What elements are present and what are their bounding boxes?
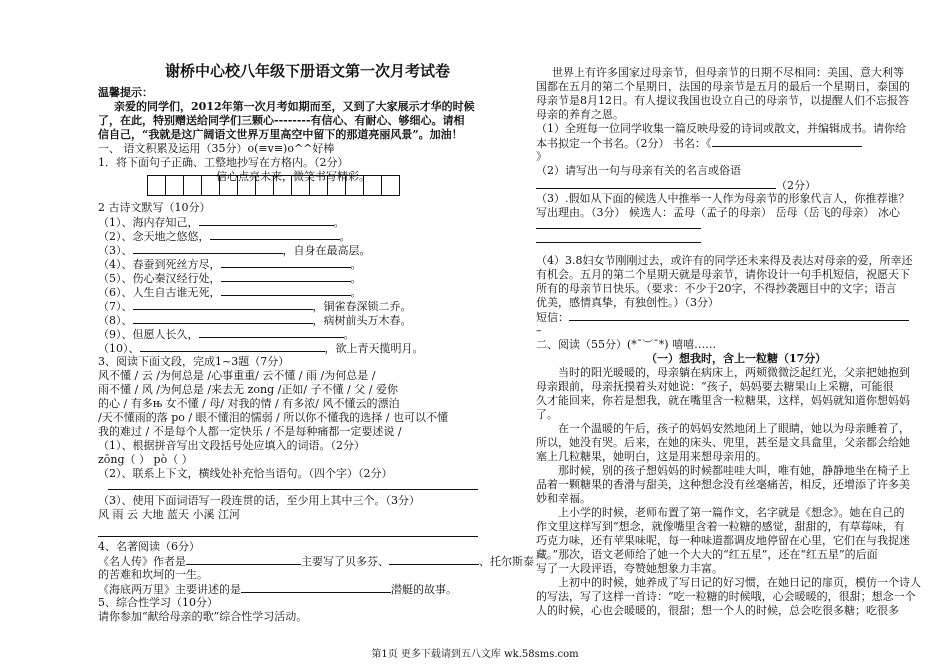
story-line: 塞上几粒糖果，她明白，这是用来想母亲用的。 xyxy=(536,450,767,463)
story-title: （一）想我时，含上一粒糖（17分） xyxy=(646,352,827,365)
poem-post: 。 xyxy=(350,272,362,285)
answer-blank[interactable] xyxy=(536,178,776,189)
score-line xyxy=(536,178,816,193)
passage-line: 风不懂 / 云 /为何总是 /心事重重/ 云不懂 / 雨 /为何总是 / xyxy=(98,369,376,382)
poem-post: ，病树前头万木春。 xyxy=(312,314,412,327)
bracket-close: 》 xyxy=(536,150,547,163)
poem-line xyxy=(98,271,362,286)
q4-post: 、托尔斯泰 xyxy=(479,555,534,568)
story-line: 上初中的时候，她养成了写日记的好习惯，在她日记的扉页，模仿一个诗人 xyxy=(558,576,921,589)
answer-blank[interactable] xyxy=(186,554,301,565)
answer-blank[interactable] xyxy=(221,257,351,268)
intro-line: 信自己，“我就是这广阔语文世界万里高空中留下的那道亮丽风景”。加油！ xyxy=(98,128,463,141)
question: 3、阅读下面文段，完成1~3题（7分） xyxy=(98,355,290,368)
grid-cell[interactable] xyxy=(147,175,166,196)
poem-post: ，欲上青天揽明月。 xyxy=(324,342,424,355)
story-line: 藏。”那次，语文老师给了她一个大大的“红五星”，还在“红五星”的后面 xyxy=(536,548,878,561)
poem-line xyxy=(98,243,371,258)
poem-line xyxy=(98,299,412,314)
story-line: 母亲跟前，母亲抚摸着头对她说：“孩子，妈妈要去糖果山上采糖，可能很 xyxy=(536,380,894,393)
story-line: 所以，她没有哭。后来，在她的床头、兜里，甚至是文具盒里，父亲都会给她 xyxy=(536,436,910,449)
grid-cell[interactable] xyxy=(201,175,220,196)
grid-cell[interactable] xyxy=(291,175,310,196)
grid-cell[interactable] xyxy=(327,175,346,196)
story-line: 了。 xyxy=(536,408,558,421)
story-line: 巧克力味，还有苹果味呢，每一种味道都调皮地停留在心里，它们在与我捉迷 xyxy=(536,534,910,547)
answer-blank[interactable] xyxy=(133,299,313,310)
poem-pre: （8）、 xyxy=(98,314,133,327)
answer-blank[interactable] xyxy=(210,229,340,240)
intro-line: 亲爱的同学们，2012年第一次月考如期而至，又到了大家展示才华的时候 xyxy=(114,100,475,113)
book-question: 的苦难和坎坷的一生。 xyxy=(98,568,208,581)
poem-line xyxy=(98,313,412,328)
q-text: 本书拟定一个书名。（2分） 书名：《 xyxy=(536,137,712,150)
answer-blank[interactable] xyxy=(389,554,479,565)
grid-cell[interactable] xyxy=(363,175,382,196)
question: 写出理由。（3分） 候选人：孟母（孟子的母亲） 岳母（岳飞的母亲） 冰心 xyxy=(536,206,900,219)
question: 优美，感情真挚，有独创性。）（3分） xyxy=(536,296,719,309)
book-question xyxy=(98,582,457,597)
sms-line xyxy=(536,310,909,325)
page-footer: 第1页 更多下载请到五八文库 wk.58sms.com xyxy=(371,649,579,660)
story-line: 品着一颗糖果的香滑与甜美，这种想念没有丝毫痛苦，相反，还增添了许多美 xyxy=(536,478,910,491)
story-line: 在一个温暖的午后，孩子的妈妈安然地闭上了眼睛，她以为母亲睡着了， xyxy=(558,422,910,435)
poem-pre: （5）、伤心秦汉经行处， xyxy=(98,272,221,285)
poem-pre: （6）、人生自古谁无死， xyxy=(98,286,221,299)
poem-post: 。 xyxy=(350,258,362,271)
para-line: 母亲节是8月12日。有人提议我国也设立自己的母亲节，以提醒人们不忘报答 xyxy=(536,94,909,107)
question: 有机会。五月的第二个星期天就是母亲节，请你设计一句手机短信，祝愿天下 xyxy=(536,268,910,281)
answer-blank[interactable] xyxy=(133,313,313,324)
question: （3）、使用下面词语写一段连贯的话，至少用上其中三个。（3分） xyxy=(98,494,420,507)
question: （4）3.8妇女节刚刚过去，或许有的同学还未来得及表达对母亲的爱，所幸还 xyxy=(536,254,913,267)
answer-blank[interactable] xyxy=(221,271,351,282)
story-line: 那时候，别的孩子想妈妈的时候都哇哇大叫，唯有她，静静地坐在椅子上 xyxy=(558,464,910,477)
poem-pre: （9）、但愿人长久， xyxy=(98,328,199,341)
poem-pre: （1）、海内存知己， xyxy=(98,216,199,229)
story-line: 作文里这样写到“想念，就像嘴里含着一粒糖的感觉，甜甜的，有草莓味，有 xyxy=(536,520,905,533)
book-name-blank[interactable] xyxy=(712,136,862,147)
question: （1）、根据拼音写出文段括号处应填入的词语。（2分） xyxy=(98,439,365,452)
answer-blank[interactable] xyxy=(199,215,334,226)
book-question xyxy=(98,554,534,569)
question: 2 古诗文默写（10分） xyxy=(98,201,211,214)
poem-line xyxy=(98,327,355,342)
intro-line: 了，在此，特别赠送给同学们三颗心--------有信心、有耐心、够细心。请相 xyxy=(98,114,465,127)
poem-post: ，自身在最高层。 xyxy=(282,244,371,257)
poem-post: 。 xyxy=(333,216,345,229)
section-heading: 二、阅读（55分）(*¯︶¯*) 嘻嘻…… xyxy=(536,338,717,351)
question: 5、综合性学习（10分） xyxy=(98,596,218,609)
question: （2）、联系上下文，横线处补充恰当语句。（四个字）（2分） xyxy=(98,467,393,480)
grid-cell[interactable] xyxy=(183,175,202,196)
para-line: 国都在五月的第二个星期日，法国的母亲节是五月的最后一个星期日，泰国的 xyxy=(536,80,910,93)
story-line: 写了一大段评语，夸赞她想象力丰富。 xyxy=(536,562,723,575)
passage-line: /天不懂雨的落 po / 眼不懂泪的懦弱 / 所以你不懂我的选择 / 也可以不懂 xyxy=(98,411,448,424)
story-line: 久才能回来，你若是想我，就在嘴里含一粒糖果，这样，妈妈就知道你想妈妈 xyxy=(536,394,910,407)
grid-cell[interactable] xyxy=(273,175,292,196)
section-heading: 一、 语文积累及运用（35分）o(≡v≡)o^^好棒 xyxy=(98,142,335,155)
poem-line xyxy=(98,341,424,356)
para-line: 母亲的养育之恩。 xyxy=(536,108,624,121)
poem-line xyxy=(98,285,362,300)
answer-line[interactable] xyxy=(536,228,701,229)
answer-blank[interactable] xyxy=(133,243,283,254)
answer-line[interactable] xyxy=(108,489,478,490)
story-line: 人的时候，心也会暖暖的，很甜；想一个人的时候，总会吃很多糖；吃很多 xyxy=(536,604,899,617)
poem-line xyxy=(98,229,351,244)
dash: – xyxy=(536,324,542,337)
poem-pre: （10）、 xyxy=(98,342,140,355)
question: 1．将下面句子正确、工整地抄写在方格内。（2分） xyxy=(98,156,349,169)
sms-label: 短信： xyxy=(536,311,569,324)
poem-post: 。 xyxy=(350,286,362,299)
para-line: 世界上有许多国家过母亲节，但母亲节的日期不尽相同：美国、意大利等 xyxy=(552,66,904,79)
question: （1）全班每一位同学收集一篇反映母爱的诗词或散文，并编辑成书。请你给 xyxy=(536,122,906,135)
grid-cell[interactable] xyxy=(255,175,274,196)
answer-blank[interactable] xyxy=(199,327,344,338)
q4-mid: 主要写了贝多芬、 xyxy=(301,555,389,568)
copy-sentence: 信心点亮未来，微笑书写精彩。 xyxy=(216,170,370,183)
answer-blank[interactable] xyxy=(221,285,351,296)
question: 4、名著阅读（6分） xyxy=(98,540,200,553)
answer-blank[interactable] xyxy=(140,341,325,352)
grid-cell[interactable] xyxy=(309,175,328,196)
pinyin-answers: zōng（ ） pò（ ） xyxy=(98,453,193,466)
question: （2）请写出一句与母亲有关的名言或俗语 xyxy=(536,164,741,177)
passage-line: 的心 / 有多њ 女不懂 / 母/ 对我的情 / 有多浓/ 风不懂云的漂泊 xyxy=(98,397,400,410)
question: （3）.假如从下面的候选人中推举一人作为母亲节的形象代言人，你推荐谁？ xyxy=(536,192,910,205)
grid-cell[interactable] xyxy=(165,175,184,196)
passage-line: 雨不懂 / 风 /为何总是 /来去无 zong /正如/ 子不懂 / 父 / 爱你 xyxy=(98,383,398,396)
q4-pre: 《海底两万里》主要讲述的是 xyxy=(98,583,241,596)
poem-pre: （4）、春蚕到死丝方尽， xyxy=(98,258,221,271)
grid-cell[interactable] xyxy=(345,175,364,196)
question-text: 请你参加“献给母亲的歌”综合性学习活动。 xyxy=(98,610,308,623)
q4-pre: 《名人传》作者是 xyxy=(98,555,186,568)
tip-label: 温馨提示： xyxy=(98,86,153,99)
poem-line xyxy=(98,215,345,230)
question: 所有的母亲节日快乐。（要求：不少于20字，不得抄袭题目中的文字；语言 xyxy=(536,282,897,295)
poem-pre: （2）、念天地之悠悠， xyxy=(98,230,210,243)
story-line: 的写法，写了这样一首诗：“吃一粒糖的时候哦，心会暖暖的，很甜；想念一个 xyxy=(536,590,916,603)
q4-post: 潜艇的故事。 xyxy=(391,583,457,596)
question xyxy=(536,136,862,151)
page-title: 谢桥中心校八年级下册语文第一次月考试卷 xyxy=(165,63,451,80)
answer-blank[interactable] xyxy=(241,582,391,593)
passage-line: 我的难过 / 不是每个人都一定快乐 / 不是每种痛都一定要述说 / xyxy=(98,425,402,438)
poem-pre: （7）、 xyxy=(98,300,133,313)
writing-grid[interactable] xyxy=(148,175,400,196)
story-line: 上小学的时候，老师布置了第一篇作文，名字就是《想念》。她在自己的 xyxy=(558,506,905,519)
answer-line[interactable] xyxy=(536,242,701,243)
score: （2分） xyxy=(776,179,816,192)
poem-post: ，铜雀春深锁二乔。 xyxy=(312,300,412,313)
word-list: 风 雨 云 大地 蓝天 小溪 江河 xyxy=(98,508,240,521)
poem-line xyxy=(98,257,362,272)
story-line: 当时的阳光暖暖的，母亲躺在病床上，两颊微微泛起红光，父亲把她抱到 xyxy=(558,366,910,379)
poem-pre: （3）、 xyxy=(98,244,133,257)
poem-post: 。 xyxy=(339,230,351,243)
grid-cell[interactable] xyxy=(237,175,256,196)
answer-line[interactable] xyxy=(98,536,478,537)
sms-blank[interactable] xyxy=(569,310,909,321)
poem-post: 。 xyxy=(343,328,355,341)
story-line: 妙和幸福。 xyxy=(536,492,591,505)
grid-cell[interactable] xyxy=(381,175,400,196)
grid-cell[interactable] xyxy=(219,175,238,196)
